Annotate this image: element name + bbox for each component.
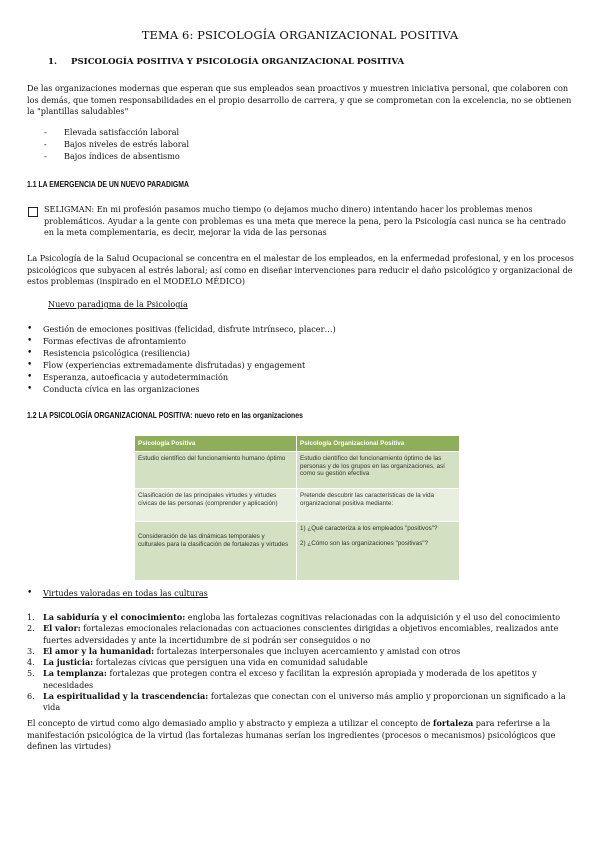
- checkbox-icon: [28, 207, 38, 217]
- table-cell: Clasificación de las principales virtudes y virtudes cívicas de las personas (comprender y aplicación): [135, 489, 297, 522]
- virtudes-title: Virtudes valoradas en todas las culturas: [43, 588, 208, 598]
- closing-paragraph: El concepto de virtud como algo demasiado amplio y abstracto y empieza a utilizar el concepto de fortaleza para referirse a la manifestación psicológica de la virtud (las fortalezas humanas serían los ingredientes (procesos o mecanismos) psicológicos que definen las virtudes): [27, 718, 556, 751]
- list-item: - Bajos índices de absentismo: [44, 150, 180, 161]
- list-item: - Elevada satisfacción laboral: [44, 127, 180, 137]
- list-item: 2. El valor: fortalezas emocionales relacionadas con actuaciones conscientes dirigidas a objetivos encomiables, realizados ante fuertes adversidades y ante la incertidumbre de si podrán ser conseguidos o no: [27, 623, 559, 645]
- table-cell: Consideración de las dinámicas temporales y culturales para la clasificación de fortalezas y virtudes: [135, 522, 297, 581]
- list-item: 3. El amor y la humanidad: fortalezas interpersonales que incluyen acercamiento y amistad con otros: [27, 645, 461, 656]
- virtudes-list: [27, 612, 577, 714]
- seligman-name: SELIGMAN: [44, 204, 92, 214]
- seligman-quote: [44, 204, 574, 239]
- list-item: 1. La sabiduría y el conocimiento: engloba las fortalezas cognitivas relacionadas con la adquisición y el uso del conocimiento: [27, 612, 561, 622]
- list-item: 6. La espiritualidad y la trascendencia: fortalezas que conectan con el universo más amplio y proporcionan un significado a la vida: [27, 691, 566, 713]
- list-item: • Gestión de emociones positivas (felicidad, disfrute intrínseco, placer…): [27, 324, 336, 334]
- section-number: 1.: [48, 57, 57, 67]
- intro-paragraph: De las organizaciones modernas que esperan que sus empleados sean proactivos y muestren iniciativa personal, que colaboren con los demás, que tomen responsabilidades en el propio desarrollo de carrera, y que se comprometan con la excelencia, no se obtienen la "plantillas saludables": [27, 83, 572, 116]
- section-heading-text: PSICOLOGÍA POSITIVA Y PSICOLOGÍA ORGANIZACIONAL POSITIVA: [71, 57, 405, 67]
- table-header: Psicología Organizacional Positiva: [297, 436, 460, 452]
- table-row: [135, 522, 460, 581]
- list-item: 5. La templanza: fortalezas que protegen contra el exceso y facilitan la expresión apropiada y moderada de los apetitos y necesidades: [27, 668, 537, 690]
- page-title: TEMA 6: PSICOLOGÍA ORGANIZACIONAL POSITIVA: [141, 28, 459, 42]
- table-cell: 1) ¿Qué caracteriza a los empleados "positivos"? 2) ¿Cómo son las organizaciones "positivas"?: [297, 522, 460, 581]
- table-cell: Pretende descubrir las características de la vida organizacional positiva mediante:: [297, 489, 460, 522]
- list-item: - Bajos niveles de estrés laboral: [44, 138, 190, 149]
- list-item: • Formas efectivas de afrontamiento: [27, 336, 187, 347]
- list-item: • Conducta cívica en las organizaciones: [27, 384, 200, 395]
- list-item: • Flow (experiencias extremadamente disfrutadas) y engagement: [27, 360, 306, 371]
- seligman-text: : En mi profesión pasamos mucho tiempo (o dejamos mucho dinero) intentando hacer los problemas menos problemáticos. Ayudar a la gente con problemas es una meta que merece la pena, pero la Psicología casi nunca se ha centrado en la meta complementaria, es decir, mejorar la vida de las personas: [44, 204, 566, 237]
- paradigm-list: [27, 323, 336, 396]
- list-item: • Resistencia psicológica (resiliencia): [27, 348, 190, 359]
- table-row: [135, 489, 460, 522]
- section-heading-1-1: 1.1 LA EMERGENCIA DE UN NUEVO PARADIGMA: [27, 179, 189, 189]
- table-row: [135, 452, 460, 489]
- list-item: • Esperanza, autoeficacia y autodeterminación: [27, 372, 229, 383]
- table-header: Psicología Positiva: [135, 436, 297, 452]
- fortaleza-term: fortaleza: [433, 718, 474, 728]
- list-item: 4. La justicia: fortalezas cívicas que persiguen una vida en comunidad saludable: [27, 657, 368, 668]
- comparison-table: [135, 436, 460, 580]
- nuevo-paradigma-title: Nuevo paradigma de la Psicología: [48, 299, 188, 309]
- dash-list: [44, 127, 189, 162]
- table-cell: Estudio científico del funcionamiento humano óptimo: [135, 452, 297, 489]
- table-header-row: [135, 436, 460, 452]
- table-cell: Estudio científico del funcionamiento óptimo de las personas y de los grupos en las organizaciones, así como su gestión efectiva: [297, 452, 460, 489]
- virtudes-heading: • Virtudes valoradas en todas las culturas: [27, 588, 208, 598]
- salud-ocupacional-paragraph: La Psicología de la Salud Ocupacional se concentra en el malestar de los empleados, en la enfermedad profesional, y en los procesos psicológicos que subyacen al estrés laboral; así como en diseñar intervenciones para reducir el daño psicológico y organizacional de estos problemas (inspirado en el MODELO MÉDICO): [27, 253, 574, 286]
- section-heading-1: [48, 57, 404, 67]
- section-heading-1-2: 1.2 LA PSICOLOGÍA ORGANIZACIONAL POSITIVA: nuevo reto en las organizaciones: [27, 410, 303, 420]
